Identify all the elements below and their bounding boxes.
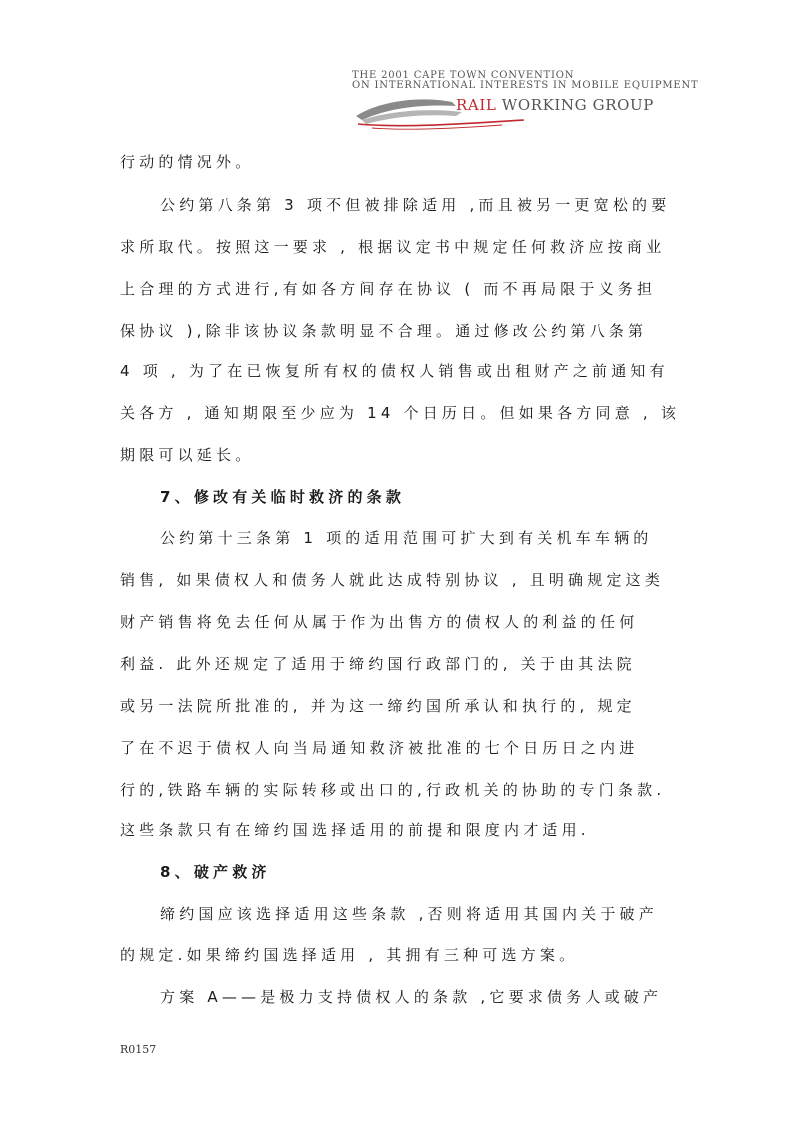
body-line: 公约第十三条第 1 项的适用范围可扩大到有关机车车辆的	[160, 529, 653, 547]
body-line: 利益. 此外还规定了适用于缔约国行政部门的, 关于由其法院	[120, 655, 636, 673]
body-line: 的规定.如果缔约国选择适用 , 其拥有三种可选方案。	[120, 946, 579, 964]
body-line: 财产销售将免去任何从属于作为出售方的债权人的利益的任何	[120, 613, 639, 631]
section-heading: 7、修改有关临时救济的条款	[160, 488, 406, 506]
body-line: 期限可以延长。	[120, 446, 255, 464]
body-line: 求所取代。按照这一要求 , 根据议定书中规定任何救济应按商业	[120, 238, 666, 256]
body-line: 行动的情况外。	[120, 153, 255, 171]
logo-brand-rest: WORKING GROUP	[501, 96, 654, 114]
body-line: 缔约国应该选择适用这些条款 ,否则将适用其国内关于破产	[160, 905, 658, 923]
rail-working-group-logo	[352, 68, 699, 138]
body-line: 保协议 ),除非该协议条款明显不合理。通过修改公约第八条第	[120, 322, 648, 340]
body-line: 上合理的方式进行,有如各方间存在协议 ( 而不再局限于义务担	[120, 280, 657, 298]
body-line: 关各方 , 通知期限至少应为 14 个日历日。但如果各方同意 , 该	[120, 404, 681, 422]
body-line: 销售, 如果债权人和债务人就此达成特别协议 , 且明确规定这类	[120, 571, 665, 589]
body-line: 了在不迟于债权人向当局通知救济被批准的七个日历日之内进	[120, 739, 639, 757]
section-heading: 8、破产救济	[160, 863, 271, 881]
body-line: 行的,铁路车辆的实际转移或出口的,行政机关的协助的专门条款.	[120, 781, 666, 799]
body-line: 这些条款只有在缔约国选择适用的前提和限度内才适用.	[120, 821, 590, 839]
logo-convention-line-1: THE 2001 CAPE TOWN CONVENTION	[352, 70, 575, 81]
document-code: R0157	[120, 1043, 157, 1056]
body-line: 或另一法院所批准的, 并为这一缔约国所承认和执行的, 规定	[120, 697, 636, 715]
body-line: 4 项 , 为了在已恢复所有权的债权人销售或出租财产之前通知有	[120, 362, 669, 380]
logo-brand-accent: RAIL	[456, 96, 497, 114]
body-line: 方案 A——是极力支持债权人的条款 ,它要求债务人或破产	[160, 988, 663, 1006]
body-line: 公约第八条第 3 项不但被排除适用 ,而且被另一更宽松的要	[160, 196, 671, 214]
logo-convention-line-2: ON INTERNATIONAL INTERESTS IN MOBILE EQUIPMENT	[352, 80, 699, 91]
logo-brand-name	[456, 96, 654, 114]
